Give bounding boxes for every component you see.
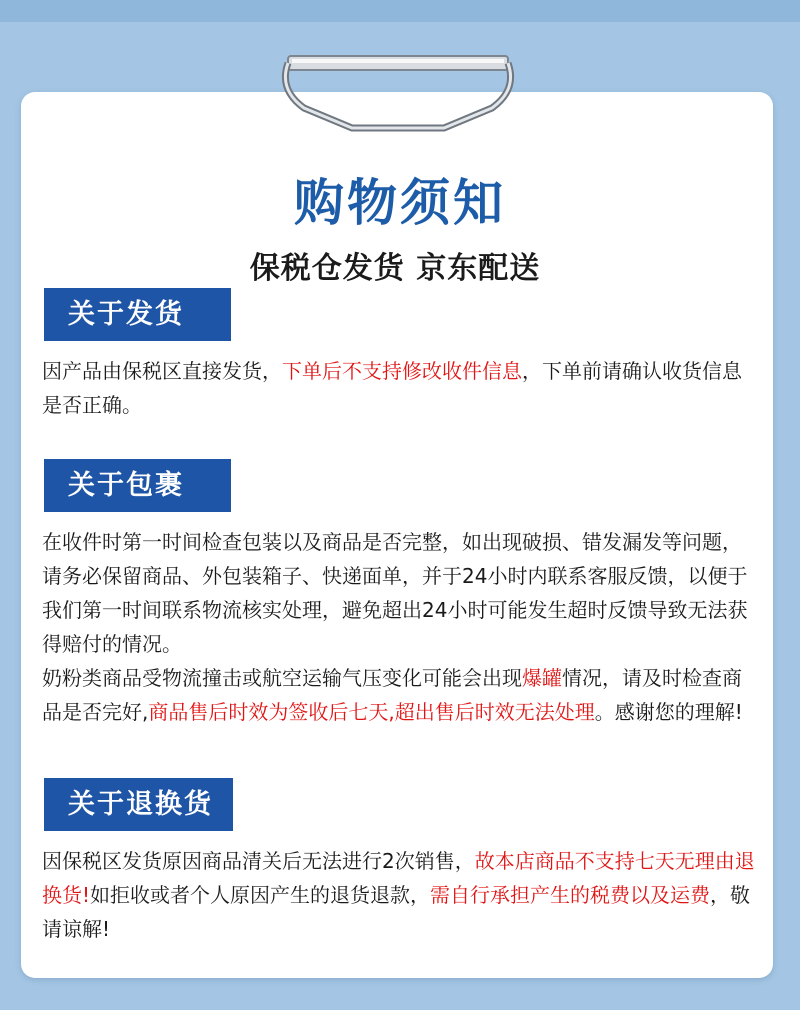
highlight-segment: 故本店商品不支持七天无理由退换货! (42, 849, 755, 907)
text-segment: 如拒收或者个人原因产生的退货退款， (90, 883, 431, 907)
text-segment: 因产品由保税区直接发货， (42, 359, 282, 383)
page-title: 购物须知 (294, 174, 506, 232)
highlight-segment: 下单后不支持修改收件信息 (282, 359, 522, 383)
package-paragraph-1 (42, 525, 757, 661)
highlight-segment: 商品售后时效为签收后七天,超出售后时效无法处理 (148, 700, 595, 724)
text-segment: 奶粉类商品受物流撞击或航空运输气压变化可能会出现 (42, 666, 522, 690)
text-segment: 。感谢您的理解! (594, 700, 743, 724)
top-strip (0, 0, 800, 22)
highlight-segment: 爆罐 (522, 666, 562, 690)
text-segment: ，敬请谅解! (42, 883, 751, 941)
text-segment: 在收件时第一时间检查包装以及商品是否完整，如出现破损、错发漏发等问题，请务必保留商品、外包装箱子、快递面单，并于24小时内联系客服反馈，以便于我们第一时间联系物流核实处理，避免超出24小时可能发生超时反馈导致无法获得赔付的情况。 (42, 530, 748, 656)
highlight-segment: 需自行承担产生的税费以及运费 (430, 883, 711, 907)
section-label-package: 关于包裹 (44, 459, 231, 512)
clipboard-clip-icon (280, 50, 516, 132)
section-label-returns: 关于退换货 (44, 778, 233, 831)
text-segment: ，下单前请确认收货信息是否正确。 (42, 359, 742, 417)
text-segment: 因保税区发货原因商品清关后无法进行2次销售， (42, 849, 475, 873)
text-segment: 情况，请及时检查商品是否完好, (42, 666, 742, 724)
shipping-paragraph (42, 354, 757, 422)
section-label-shipping: 关于发货 (44, 288, 231, 341)
package-paragraph-2 (42, 661, 757, 729)
page-subtitle: 保税仓发货 京东配送 (249, 251, 541, 286)
returns-paragraph (42, 844, 757, 946)
